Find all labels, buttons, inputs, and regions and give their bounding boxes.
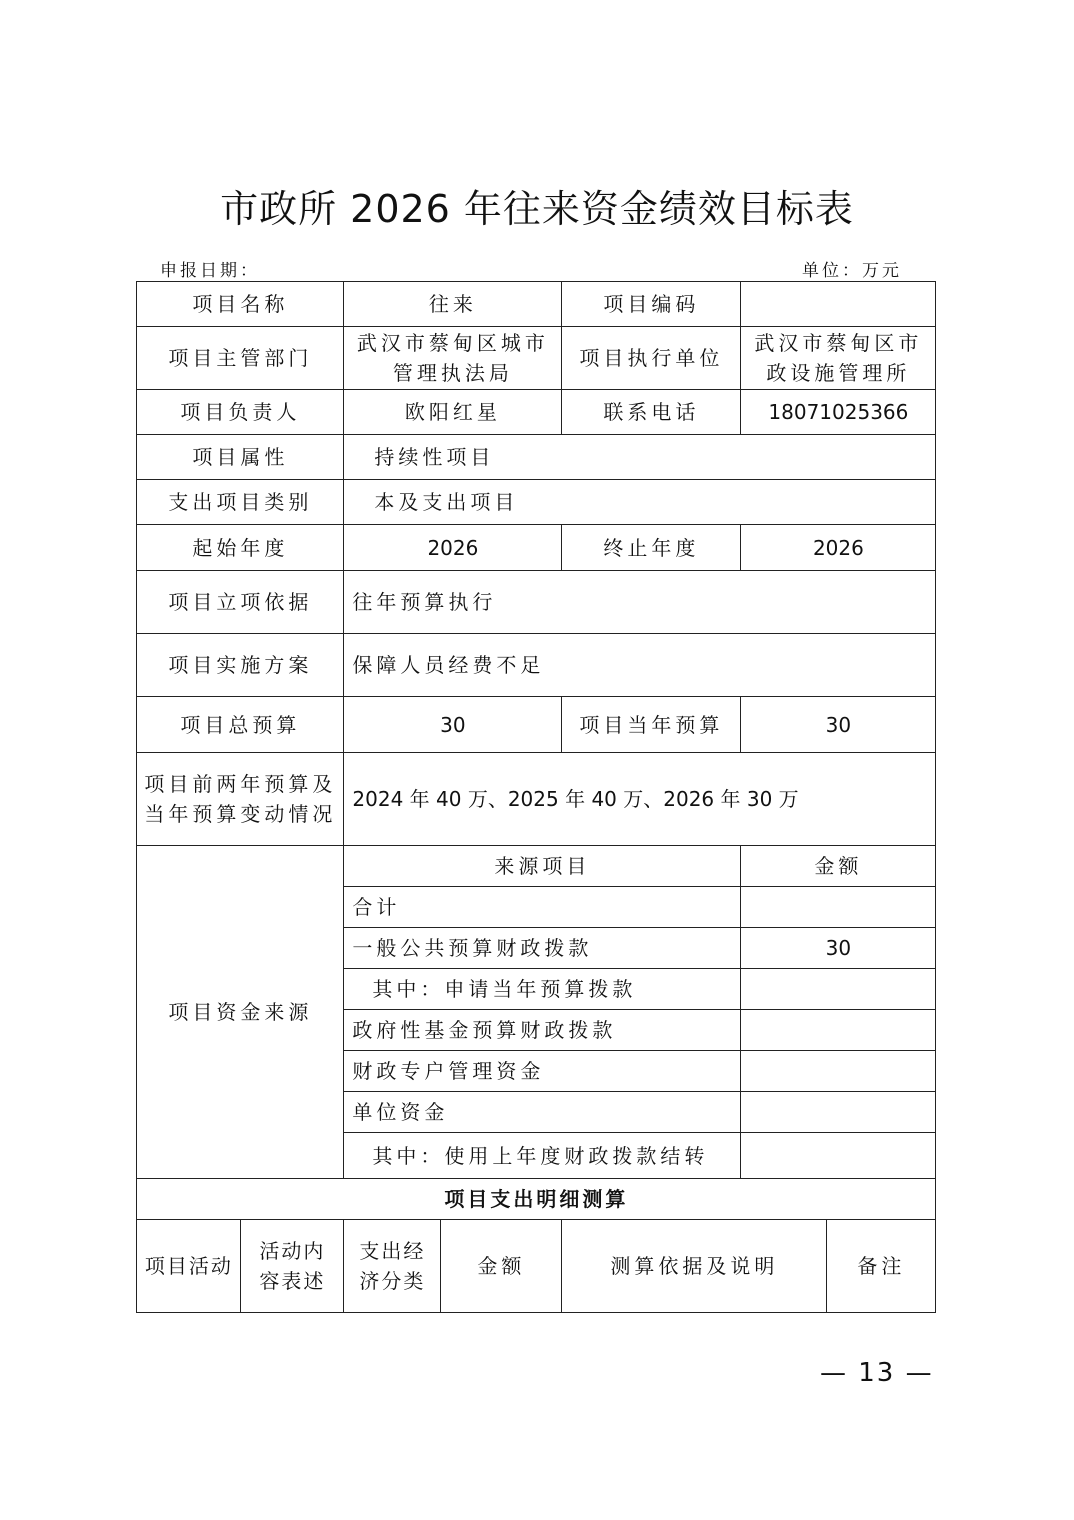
funding-amount-total xyxy=(740,886,936,928)
end-value: 2026 xyxy=(740,524,936,571)
exec-value: 武汉市蔡甸区市政设施管理所 xyxy=(740,326,936,390)
funding-amount-carryover xyxy=(740,1132,936,1179)
attr-value: 持续性项目 xyxy=(343,434,936,480)
funding-item-current-year: 其中：申请当年预算拨款 xyxy=(343,968,741,1010)
detail-heading: 项目支出明细测算 xyxy=(136,1178,936,1220)
leader-label: 项目负责人 xyxy=(136,389,344,435)
funding-item-general: 一般公共预算财政拨款 xyxy=(343,927,741,969)
plan-value: 保障人员经费不足 xyxy=(343,633,936,697)
start-value: 2026 xyxy=(343,524,562,571)
name-value: 往来 xyxy=(343,281,562,327)
detail-col-econ-class: 支出经济分类 xyxy=(343,1219,441,1313)
date-label: 申报日期： xyxy=(160,261,260,281)
page-title: 市政所 2026 年往来资金绩效目标表 xyxy=(220,187,854,231)
basis-value: 往年预算执行 xyxy=(343,570,936,634)
end-label: 终止年度 xyxy=(561,524,741,571)
page-number: — 13 — xyxy=(820,1358,934,1388)
funding-amount-current-year xyxy=(740,968,936,1010)
code-value xyxy=(740,281,936,327)
history-label: 项目前两年预算及当年预算变动情况 xyxy=(136,752,344,846)
total-value: 30 xyxy=(343,696,562,753)
basis-label: 项目立项依据 xyxy=(136,570,344,634)
funding-col-source: 来源项目 xyxy=(343,845,741,887)
dept-value: 武汉市蔡甸区城市管理执法局 xyxy=(343,326,562,390)
detail-col-activity: 项目活动 xyxy=(136,1219,241,1313)
current-label: 项目当年预算 xyxy=(561,696,741,753)
history-value: 2024 年 40 万、2025 年 40 万、2026 年 30 万 xyxy=(343,752,936,846)
funding-amount-unit xyxy=(740,1091,936,1133)
funding-label: 项目资金来源 xyxy=(136,845,344,1179)
current-value: 30 xyxy=(740,696,936,753)
category-label: 支出项目类别 xyxy=(136,479,344,525)
detail-col-basis: 测算依据及说明 xyxy=(561,1219,827,1313)
funding-amount-special-account xyxy=(740,1050,936,1092)
funding-item-gov-fund: 政府性基金预算财政拨款 xyxy=(343,1009,741,1051)
performance-table xyxy=(137,282,937,1314)
funding-col-amount: 金额 xyxy=(740,845,936,887)
exec-label: 项目执行单位 xyxy=(561,326,741,390)
name-label: 项目名称 xyxy=(136,281,344,327)
total-label: 项目总预算 xyxy=(136,696,344,753)
plan-label: 项目实施方案 xyxy=(136,633,344,697)
funding-item-special-account: 财政专户管理资金 xyxy=(343,1050,741,1092)
detail-col-remarks: 备注 xyxy=(826,1219,936,1313)
category-value: 本及支出项目 xyxy=(343,479,936,525)
funding-item-carryover: 其中：使用上年度财政拨款结转 xyxy=(343,1132,741,1179)
phone-label: 联系电话 xyxy=(561,389,741,435)
unit-label: 单位：万元 xyxy=(802,261,902,281)
funding-amount-gov-fund xyxy=(740,1009,936,1051)
funding-item-total: 合计 xyxy=(343,886,741,928)
dept-label: 项目主管部门 xyxy=(136,326,344,390)
leader-value: 欧阳红星 xyxy=(343,389,562,435)
start-label: 起始年度 xyxy=(136,524,344,571)
funding-amount-general: 30 xyxy=(740,927,936,969)
code-label: 项目编码 xyxy=(561,281,741,327)
attr-label: 项目属性 xyxy=(136,434,344,480)
detail-col-content: 活动内容表述 xyxy=(240,1219,344,1313)
funding-item-unit: 单位资金 xyxy=(343,1091,741,1133)
phone-value: 18071025366 xyxy=(740,389,936,435)
detail-col-amount: 金额 xyxy=(440,1219,562,1313)
